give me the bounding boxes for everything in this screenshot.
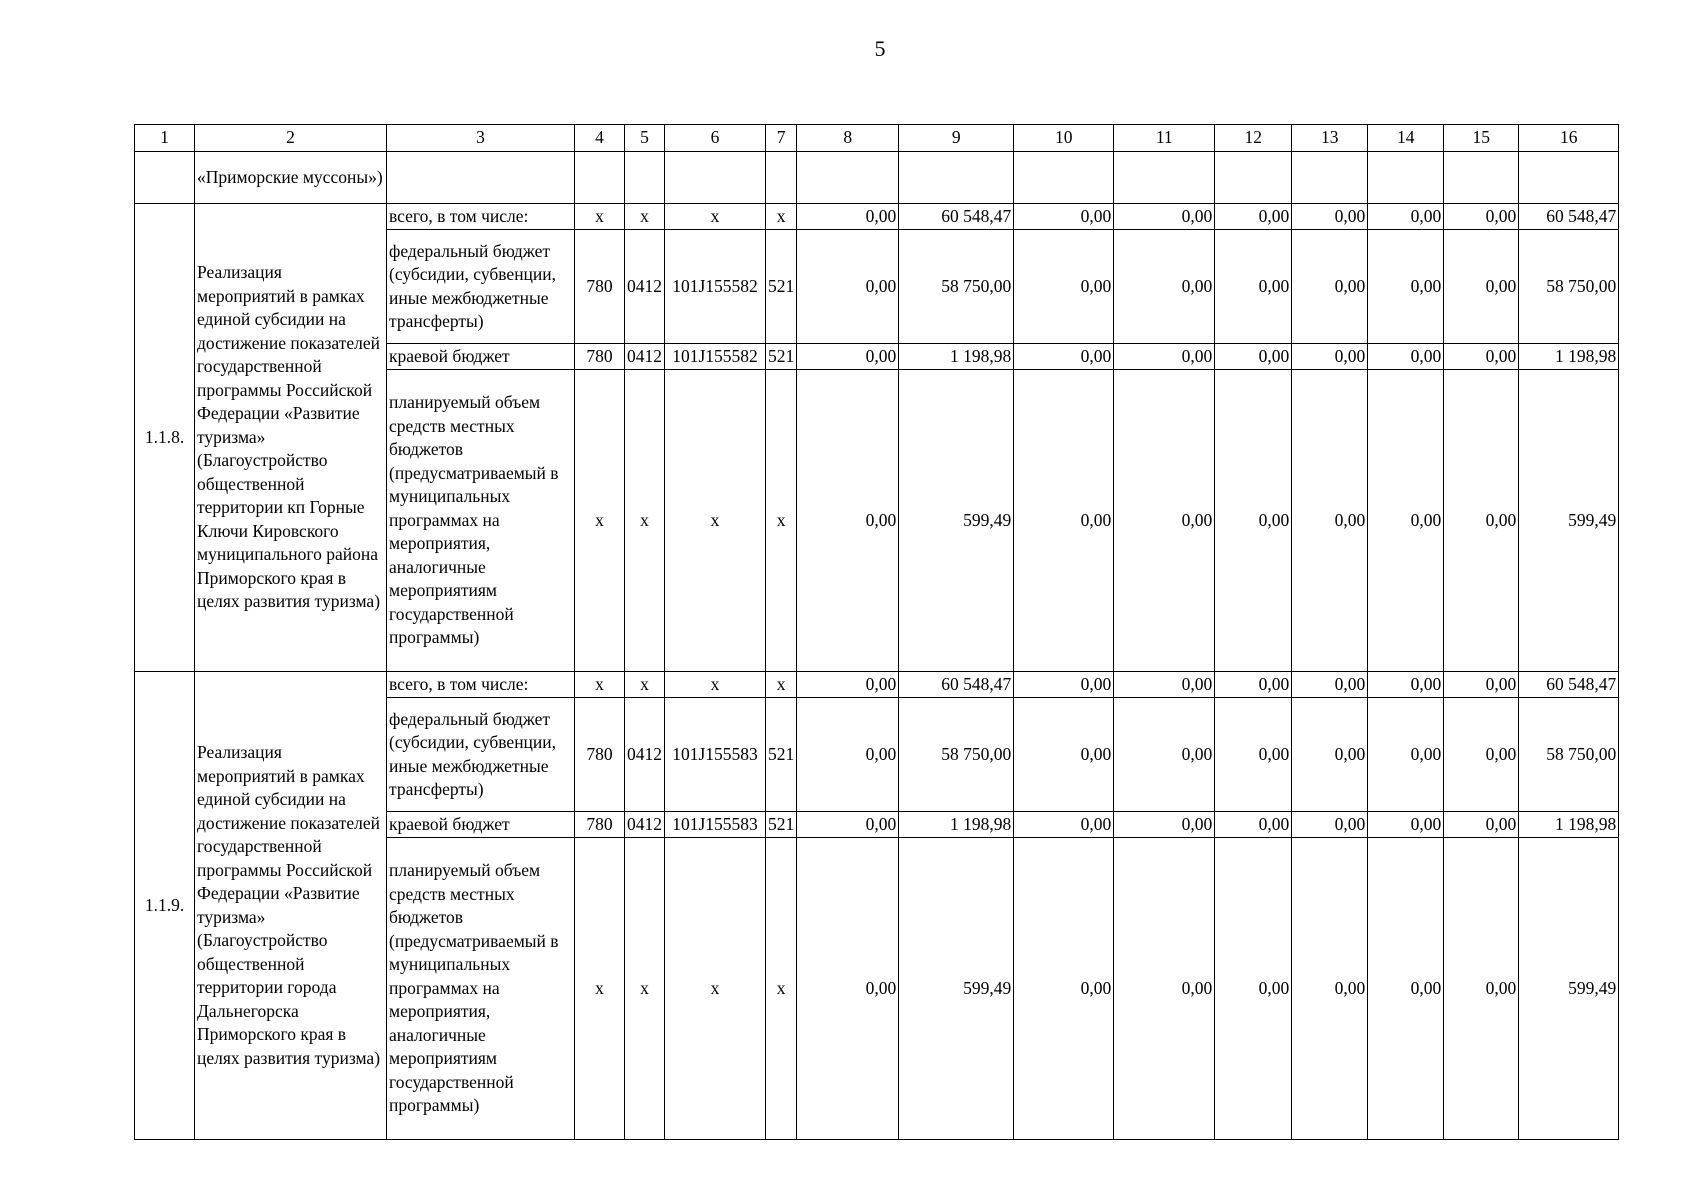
header-cell: 3 (387, 125, 575, 152)
funding-source: планируемый объем средств местных бюджетов (предусматриваемый в муниципальных программах на мероприятия, аналогичные мероприятиям государственной программы) (387, 370, 575, 672)
amount-cell: 0,00 (1368, 370, 1444, 672)
col-7-value: 521 (766, 230, 797, 344)
header-cell: 7 (766, 125, 797, 152)
amount-cell: 0,00 (1114, 370, 1215, 672)
amount-cell: 0,00 (1292, 370, 1368, 672)
amount-cell: 599,49 (1519, 370, 1619, 672)
amount-cell: 0,00 (1014, 672, 1114, 698)
col-5-value: 0412 (625, 698, 665, 812)
amount-cell: 60 548,47 (899, 204, 1014, 230)
amount-cell: 0,00 (1444, 812, 1519, 838)
amount-cell: 0,00 (1215, 698, 1292, 812)
budget-table (134, 124, 1619, 1140)
col-6-value: 101J155582 (665, 230, 766, 344)
col-5-value: 0412 (625, 812, 665, 838)
amount-cell: 60 548,47 (899, 672, 1014, 698)
col-7-value: х (766, 672, 797, 698)
col-6-value: х (665, 672, 766, 698)
amount-cell: 1 198,98 (899, 812, 1014, 838)
amount-cell: 0,00 (1114, 230, 1215, 344)
col-7-value: х (766, 204, 797, 230)
amount-cell: 0,00 (1444, 672, 1519, 698)
amount-cell: 0,00 (1292, 230, 1368, 344)
amount-cell: 0,00 (1444, 838, 1519, 1140)
amount-cell: 0,00 (1368, 812, 1444, 838)
continuation-row (135, 152, 1619, 204)
col-7-value: 521 (766, 698, 797, 812)
amount-cell: 1 198,98 (899, 344, 1014, 370)
col-7-value: х (766, 370, 797, 672)
amount-cell: 0,00 (797, 344, 899, 370)
col-5-value: 0412 (625, 344, 665, 370)
col-4-value: 780 (575, 698, 625, 812)
amount-cell: 1 198,98 (1519, 344, 1619, 370)
measure-name-continued: «Приморские муссоны») (195, 152, 387, 204)
amount-cell: 0,00 (1114, 344, 1215, 370)
amount-cell: 0,00 (1215, 812, 1292, 838)
amount-cell: 0,00 (1014, 838, 1114, 1140)
measure-name: Реализация мероприятий в рамках единой субсидии на достижение показателей государственной программы Российской Федерации «Развитие туризма» (Благоустройство общественной территории города Дальнегорска Приморского края в целях развития туризма) (195, 672, 387, 1140)
amount-cell: 0,00 (797, 838, 899, 1140)
amount-cell: 58 750,00 (899, 698, 1014, 812)
amount-cell: 0,00 (1114, 204, 1215, 230)
funding-source: всего, в том числе: (387, 204, 575, 230)
col-7-value: х (766, 838, 797, 1140)
col-7-value: 521 (766, 344, 797, 370)
header-cell: 5 (625, 125, 665, 152)
col-6-value: 101J155582 (665, 344, 766, 370)
amount-cell: 0,00 (1114, 812, 1215, 838)
col-6-value: х (665, 370, 766, 672)
funding-source: краевой бюджет (387, 344, 575, 370)
amount-cell: 0,00 (797, 672, 899, 698)
amount-cell: 58 750,00 (1519, 698, 1619, 812)
amount-cell: 0,00 (1014, 698, 1114, 812)
col-5-value: х (625, 204, 665, 230)
header-cell: 2 (195, 125, 387, 152)
table-row (135, 204, 1619, 230)
header-cell: 14 (1368, 125, 1444, 152)
amount-cell: 0,00 (1292, 204, 1368, 230)
header-cell: 10 (1014, 125, 1114, 152)
header-cell: 16 (1519, 125, 1619, 152)
amount-cell: 0,00 (1292, 838, 1368, 1140)
amount-cell: 58 750,00 (1519, 230, 1619, 344)
section-number: 1.1.8. (135, 204, 195, 672)
col-5-value: х (625, 672, 665, 698)
col-6-value: х (665, 204, 766, 230)
amount-cell: 0,00 (1014, 370, 1114, 672)
amount-cell: 0,00 (1292, 672, 1368, 698)
amount-cell: 0,00 (797, 698, 899, 812)
amount-cell: 0,00 (797, 230, 899, 344)
amount-cell: 0,00 (1368, 344, 1444, 370)
amount-cell: 58 750,00 (899, 230, 1014, 344)
col-4-value: 780 (575, 812, 625, 838)
col-5-value: х (625, 838, 665, 1140)
header-row (135, 125, 1619, 152)
section-number: 1.1.9. (135, 672, 195, 1140)
col-4-value: х (575, 370, 625, 672)
amount-cell: 599,49 (899, 370, 1014, 672)
amount-cell: 0,00 (1368, 204, 1444, 230)
amount-cell: 0,00 (1215, 230, 1292, 344)
amount-cell: 0,00 (1292, 698, 1368, 812)
amount-cell: 0,00 (1114, 672, 1215, 698)
amount-cell: 0,00 (1215, 838, 1292, 1140)
header-cell: 12 (1215, 125, 1292, 152)
header-cell: 4 (575, 125, 625, 152)
amount-cell: 60 548,47 (1519, 204, 1619, 230)
col-4-value: х (575, 204, 625, 230)
header-cell: 13 (1292, 125, 1368, 152)
header-cell: 9 (899, 125, 1014, 152)
amount-cell: 0,00 (797, 370, 899, 672)
amount-cell: 0,00 (1444, 370, 1519, 672)
amount-cell: 0,00 (1215, 370, 1292, 672)
page-number: 5 (874, 36, 886, 61)
empty-cell (135, 152, 195, 204)
header-cell: 6 (665, 125, 766, 152)
amount-cell: 0,00 (1292, 344, 1368, 370)
amount-cell: 0,00 (1215, 672, 1292, 698)
amount-cell: 0,00 (1444, 698, 1519, 812)
funding-source: федеральный бюджет (субсидии, субвенции, иные межбюджетные трансферты) (387, 698, 575, 812)
amount-cell: 0,00 (1114, 838, 1215, 1140)
amount-cell: 0,00 (1368, 838, 1444, 1140)
col-4-value: х (575, 672, 625, 698)
amount-cell: 0,00 (1368, 698, 1444, 812)
amount-cell: 0,00 (1292, 812, 1368, 838)
amount-cell: 0,00 (1215, 344, 1292, 370)
col-5-value: 0412 (625, 230, 665, 344)
col-7-value: 521 (766, 812, 797, 838)
amount-cell: 0,00 (1114, 698, 1215, 812)
amount-cell: 0,00 (797, 812, 899, 838)
amount-cell: 0,00 (1444, 344, 1519, 370)
amount-cell: 0,00 (1215, 204, 1292, 230)
amount-cell: 0,00 (1444, 230, 1519, 344)
amount-cell: 599,49 (1519, 838, 1619, 1140)
funding-source: всего, в том числе: (387, 672, 575, 698)
col-4-value: 780 (575, 230, 625, 344)
amount-cell: 0,00 (1368, 672, 1444, 698)
col-5-value: х (625, 370, 665, 672)
col-6-value: 101J155583 (665, 698, 766, 812)
amount-cell: 0,00 (797, 204, 899, 230)
col-6-value: 101J155583 (665, 812, 766, 838)
funding-source: краевой бюджет (387, 812, 575, 838)
amount-cell: 60 548,47 (1519, 672, 1619, 698)
header-cell: 8 (797, 125, 899, 152)
col-6-value: х (665, 838, 766, 1140)
amount-cell: 1 198,98 (1519, 812, 1619, 838)
funding-source: федеральный бюджет (субсидии, субвенции, иные межбюджетные трансферты) (387, 230, 575, 344)
amount-cell: 0,00 (1368, 230, 1444, 344)
measure-name: Реализация мероприятий в рамках единой субсидии на достижение показателей государственной программы Российской Федерации «Развитие туризма» (Благоустройство общественной территории кп Горные Ключи Кировского муниципального района Приморского края в целях развития туризма) (195, 204, 387, 672)
header-cell: 15 (1444, 125, 1519, 152)
header-cell: 1 (135, 125, 195, 152)
col-4-value: х (575, 838, 625, 1140)
funding-source: планируемый объем средств местных бюджетов (предусматриваемый в муниципальных программах на мероприятия, аналогичные мероприятиям государственной программы) (387, 838, 575, 1140)
table-row (135, 672, 1619, 698)
col-4-value: 780 (575, 344, 625, 370)
amount-cell: 0,00 (1014, 230, 1114, 344)
amount-cell: 0,00 (1444, 204, 1519, 230)
amount-cell: 0,00 (1014, 204, 1114, 230)
amount-cell: 0,00 (1014, 344, 1114, 370)
header-cell: 11 (1114, 125, 1215, 152)
amount-cell: 599,49 (899, 838, 1014, 1140)
amount-cell: 0,00 (1014, 812, 1114, 838)
